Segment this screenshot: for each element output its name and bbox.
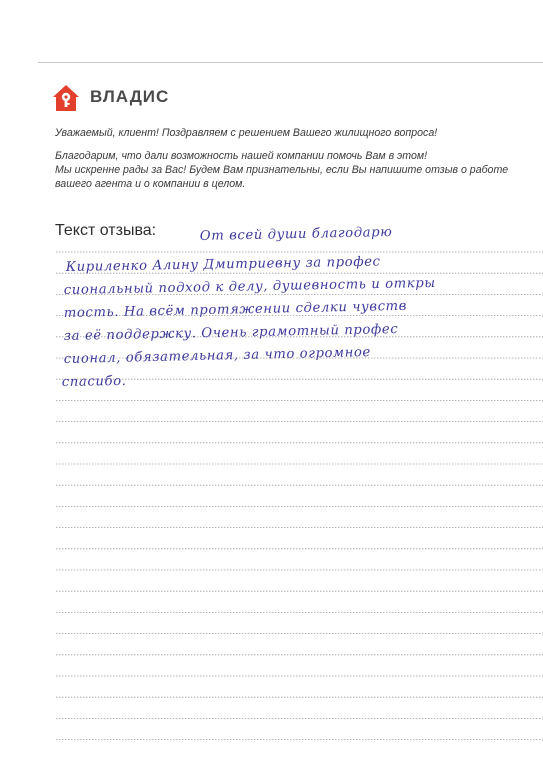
thanks-line: Благодарим, что дали возможность нашей компании помочь Вам в этом! bbox=[55, 150, 428, 162]
review-line: за её поддержку. Очень грамотный профес bbox=[63, 321, 399, 344]
review-line: От всей души благодарю bbox=[199, 224, 393, 244]
request-line: Мы искренне рады за Вас! Будем Вам признательны, если Вы напишите отзыв о работе вашего агента и о компании в целом. bbox=[55, 164, 509, 190]
greeting-line: Уважаемый, клиент! Поздравляем с решением Вашего жилищного вопроса! bbox=[55, 127, 438, 139]
review-line: спасибо. bbox=[61, 373, 127, 390]
review-line: Кириленко Алину Дмитриевну за профес bbox=[65, 254, 381, 275]
brand-name: ВЛАДИС bbox=[90, 87, 170, 106]
review-line: тость. На всём протяжении сделки чувств bbox=[63, 298, 408, 321]
review-label: Текст отзыва: bbox=[55, 222, 157, 239]
review-line: сиональный подход к делу, душевность и откры bbox=[63, 275, 436, 298]
review-line: сионал, обязательная, за что огромное bbox=[63, 345, 372, 367]
